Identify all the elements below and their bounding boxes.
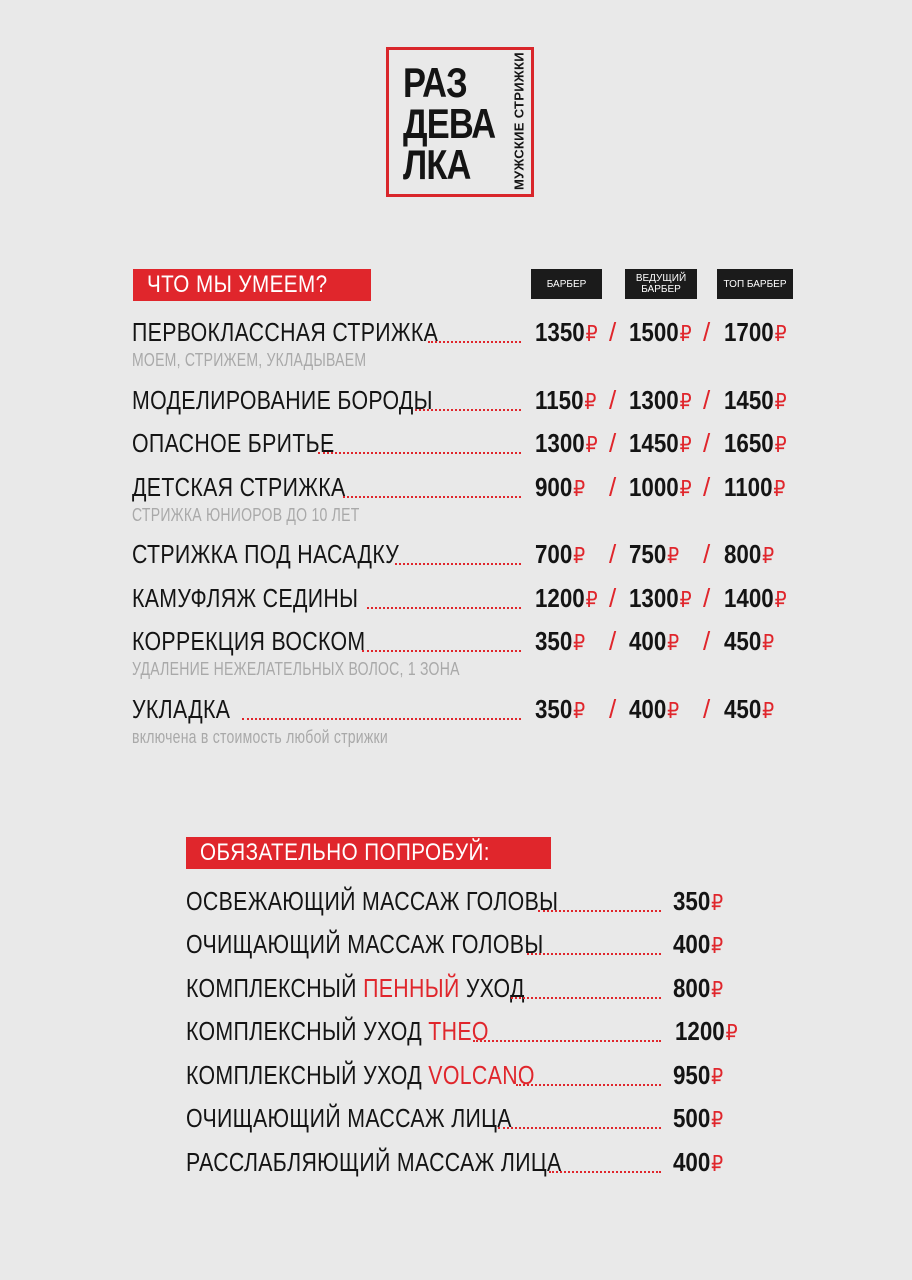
- extra-service-price: [673, 1060, 723, 1092]
- ruble-icon: ₽: [762, 630, 775, 655]
- price-value: 800: [724, 539, 762, 569]
- extra-service-price: [673, 1103, 723, 1135]
- extra-service-name-part: ОСВЕЖАЮЩИЙ МАССАЖ ГОЛОВЫ: [186, 886, 559, 916]
- ruble-icon: ₽: [711, 890, 724, 915]
- extra-service-name-accent: VOLCANO: [428, 1060, 535, 1090]
- extra-service-name-part: РАССЛАБЛЯЮЩИЙ МАССАЖ ЛИЦА: [186, 1147, 562, 1177]
- ruble-icon: ₽: [573, 630, 586, 655]
- price-separator: /: [703, 539, 711, 569]
- ruble-icon: ₽: [711, 933, 724, 958]
- price-value: 450: [724, 626, 762, 656]
- price-value: 1100: [724, 472, 773, 502]
- service-price: [535, 472, 585, 504]
- price-value: 400: [629, 626, 667, 656]
- service-name: СТРИЖКА ПОД НАСАДКУ: [132, 539, 400, 569]
- extra-service-name: [186, 973, 525, 1003]
- ruble-icon: ₽: [774, 587, 787, 612]
- ruble-icon: ₽: [667, 543, 680, 568]
- service-price: [535, 583, 598, 615]
- service-price: [629, 694, 679, 726]
- ruble-icon: ₽: [585, 587, 598, 612]
- ruble-icon: ₽: [585, 321, 598, 346]
- logo: [386, 47, 534, 197]
- ruble-icon: ₽: [711, 1064, 724, 1089]
- extra-service-price: [675, 1016, 738, 1048]
- price-separator: /: [703, 472, 711, 502]
- price-value: 1000: [629, 472, 679, 502]
- service-name: ПЕРВОКЛАССНАЯ СТРИЖКА: [132, 317, 439, 347]
- price-separator: /: [609, 694, 617, 724]
- service-description: включена в стоимость любой стрижки: [132, 727, 388, 747]
- price-value: 1450: [724, 385, 774, 415]
- ruble-icon: ₽: [774, 432, 787, 457]
- price-value: 1500: [629, 317, 679, 347]
- price-value: 1200: [675, 1016, 725, 1046]
- price-value: 1300: [629, 385, 679, 415]
- logo-wordmark: [403, 59, 496, 188]
- service-price: [629, 583, 692, 615]
- ruble-icon: ₽: [667, 698, 680, 723]
- price-value: 1200: [535, 583, 585, 613]
- service-price: [629, 626, 679, 658]
- dot-leader: [549, 1171, 661, 1173]
- service-price: [724, 428, 787, 460]
- price-value: 950: [673, 1060, 711, 1090]
- ruble-icon: ₽: [573, 476, 586, 501]
- ruble-icon: ₽: [762, 543, 775, 568]
- price-value: 1300: [629, 583, 679, 613]
- ruble-icon: ₽: [584, 389, 597, 414]
- service-name: ДЕТСКАЯ СТРИЖКА: [132, 472, 346, 502]
- price-value: 500: [673, 1103, 711, 1133]
- ruble-icon: ₽: [573, 543, 586, 568]
- extra-service-name-part: УХОД: [459, 973, 525, 1003]
- price-value: 1450: [629, 428, 679, 458]
- column-badge-barber: БАРБЕР: [531, 269, 602, 299]
- service-description: УДАЛЕНИЕ НЕЖЕЛАТЕЛЬНЫХ ВОЛОС, 1 ЗОНА: [132, 659, 460, 679]
- ruble-icon: ₽: [762, 698, 775, 723]
- extra-service-name-part: КОМПЛЕКСНЫЙ УХОД: [186, 1016, 429, 1046]
- service-price: [724, 539, 774, 571]
- price-value: 750: [629, 539, 667, 569]
- dot-leader: [395, 563, 521, 565]
- price-separator: /: [609, 583, 617, 613]
- price-separator: /: [609, 539, 617, 569]
- ruble-icon: ₽: [774, 389, 787, 414]
- dot-leader: [428, 341, 521, 343]
- price-separator: /: [609, 626, 617, 656]
- price-value: 450: [724, 694, 762, 724]
- price-value: 1650: [724, 428, 774, 458]
- service-price: [535, 694, 585, 726]
- extra-service-name-part: КОМПЛЕКСНЫЙ УХОД: [186, 1060, 429, 1090]
- service-name: КОРРЕКЦИЯ ВОСКОМ: [132, 626, 366, 656]
- extra-service-name-accent: ПЕННЫЙ: [363, 973, 460, 1003]
- price-separator: /: [609, 317, 617, 347]
- extra-service-name: [186, 929, 544, 959]
- extra-service-name: [186, 1103, 512, 1133]
- extra-service-name: [186, 886, 558, 916]
- dot-leader: [343, 496, 521, 498]
- service-price: [724, 385, 787, 417]
- extra-service-name: [186, 1147, 561, 1177]
- price-separator: /: [703, 385, 711, 415]
- ruble-icon: ₽: [667, 630, 680, 655]
- price-separator: /: [703, 317, 711, 347]
- price-value: 400: [673, 929, 711, 959]
- price-value: 1300: [535, 428, 585, 458]
- ruble-icon: ₽: [774, 321, 787, 346]
- ruble-icon: ₽: [585, 432, 598, 457]
- ruble-icon: ₽: [679, 389, 692, 414]
- price-separator: /: [609, 385, 617, 415]
- price-value: 900: [535, 472, 573, 502]
- logo-line: ДЕВА: [403, 100, 496, 147]
- price-value: 700: [535, 539, 573, 569]
- price-separator: /: [609, 472, 617, 502]
- extra-service-price: [673, 886, 723, 918]
- service-price: [629, 385, 692, 417]
- dot-leader: [516, 1084, 661, 1086]
- service-price: [724, 317, 787, 349]
- service-price: [535, 317, 598, 349]
- extra-service-price: [673, 929, 723, 961]
- dot-leader: [242, 718, 521, 720]
- service-name: ОПАСНОЕ БРИТЬЕ: [132, 428, 335, 458]
- service-price: [535, 626, 585, 658]
- dot-leader: [473, 1040, 661, 1042]
- dot-leader: [527, 953, 661, 955]
- service-price: [629, 317, 692, 349]
- extra-service-name-part: ОЧИЩАЮЩИЙ МАССАЖ ЛИЦА: [186, 1103, 512, 1133]
- price-separator: /: [703, 626, 711, 656]
- column-badge-lead-barber: ВЕДУЩИЙ БАРБЕР: [625, 269, 697, 299]
- ruble-icon: ₽: [679, 587, 692, 612]
- service-description: СТРИЖКА ЮНИОРОВ ДО 10 ЛЕТ: [132, 505, 360, 525]
- service-price: [629, 539, 679, 571]
- service-price: [724, 694, 774, 726]
- service-name: КАМУФЛЯЖ СЕДИНЫ: [132, 583, 359, 613]
- price-value: 350: [535, 694, 573, 724]
- dot-leader: [318, 452, 521, 454]
- extra-service-price: [673, 973, 723, 1005]
- dot-leader: [415, 409, 521, 411]
- service-description: МОЕМ, СТРИЖЕМ, УКЛАДЫВАЕМ: [132, 350, 367, 370]
- logo-line: РАЗ: [403, 59, 467, 106]
- service-price: [535, 385, 596, 417]
- ruble-icon: ₽: [711, 1151, 724, 1176]
- service-price: [629, 472, 692, 504]
- price-value: 1700: [724, 317, 774, 347]
- price-value: 800: [673, 973, 711, 1003]
- section-title-services: ЧТО МЫ УМЕЕМ?: [133, 269, 371, 301]
- price-value: 1150: [535, 385, 584, 415]
- logo-line: ЛКА: [403, 141, 471, 188]
- price-value: 1400: [724, 583, 774, 613]
- service-price: [724, 626, 774, 658]
- service-name: УКЛАДКА: [132, 694, 231, 724]
- dot-leader: [367, 607, 521, 609]
- dot-leader: [498, 1127, 661, 1129]
- price-separator: /: [609, 428, 617, 458]
- ruble-icon: ₽: [711, 1107, 724, 1132]
- price-value: 400: [629, 694, 667, 724]
- extra-service-price: [673, 1147, 723, 1179]
- service-price: [535, 539, 585, 571]
- section-title-extras: ОБЯЗАТЕЛЬНО ПОПРОБУЙ:: [186, 837, 551, 869]
- service-name: МОДЕЛИРОВАНИЕ БОРОДЫ: [132, 385, 433, 415]
- ruble-icon: ₽: [573, 698, 586, 723]
- dot-leader: [511, 997, 661, 999]
- ruble-icon: ₽: [773, 476, 786, 501]
- extra-service-name: [186, 1016, 489, 1046]
- service-price: [724, 583, 787, 615]
- ruble-icon: ₽: [679, 321, 692, 346]
- price-value: 1350: [535, 317, 585, 347]
- ruble-icon: ₽: [679, 432, 692, 457]
- price-value: 350: [673, 886, 711, 916]
- extra-service-name-part: ОЧИЩАЮЩИЙ МАССАЖ ГОЛОВЫ: [186, 929, 544, 959]
- column-badge-top-barber: ТОП БАРБЕР: [717, 269, 793, 299]
- service-price: [724, 472, 785, 504]
- price-separator: /: [703, 428, 711, 458]
- price-separator: /: [703, 694, 711, 724]
- ruble-icon: ₽: [679, 476, 692, 501]
- ruble-icon: ₽: [711, 977, 724, 1002]
- price-value: 400: [673, 1147, 711, 1177]
- price-value: 350: [535, 626, 573, 656]
- dot-leader: [538, 910, 661, 912]
- extra-service-name-part: КОМПЛЕКСНЫЙ: [186, 973, 364, 1003]
- price-separator: /: [703, 583, 711, 613]
- service-price: [629, 428, 692, 460]
- ruble-icon: ₽: [725, 1020, 738, 1045]
- logo-subtitle: МУЖСКИЕ СТРИЖКИ: [511, 52, 527, 190]
- dot-leader: [362, 650, 521, 652]
- extra-service-name-accent: THEO: [428, 1016, 489, 1046]
- extra-service-name: [186, 1060, 535, 1090]
- service-price: [535, 428, 598, 460]
